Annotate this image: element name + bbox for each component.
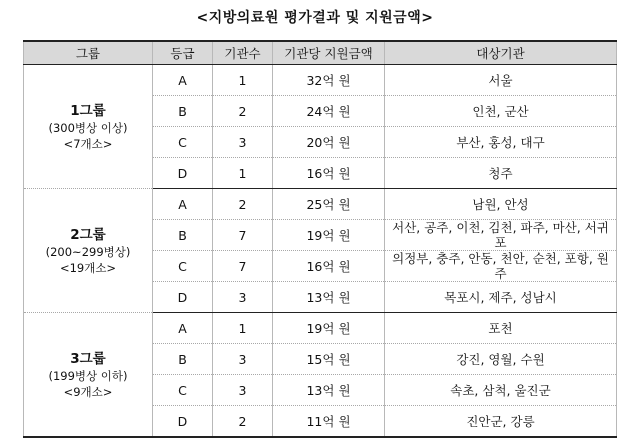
count-cell: 7 [213, 251, 273, 282]
grade-cell: D [153, 406, 213, 438]
group-criteria: (199병상 이하) [48, 368, 128, 383]
group-count: <9개소> [63, 384, 113, 399]
amount-cell: 24억 원 [273, 96, 385, 127]
header-targets: 대상기관 [385, 41, 617, 65]
grade-cell: C [153, 251, 213, 282]
header-count: 기관수 [213, 41, 273, 65]
amount-cell: 16억 원 [273, 251, 385, 282]
count-cell: 3 [213, 344, 273, 375]
count-cell: 3 [213, 375, 273, 406]
header-row [24, 41, 617, 65]
header-amount: 기관당 지원금액 [273, 41, 385, 65]
table-row [24, 313, 617, 344]
grade-cell: A [153, 65, 213, 96]
amount-cell: 19억 원 [273, 313, 385, 344]
amount-cell: 32억 원 [273, 65, 385, 96]
count-cell: 7 [213, 220, 273, 251]
targets-cell: 서산, 공주, 이천, 김천, 파주, 마산, 서귀포 [385, 220, 617, 251]
amount-cell: 16억 원 [273, 158, 385, 189]
targets-cell: 의정부, 충주, 안동, 천안, 순천, 포항, 원주 [385, 251, 617, 282]
grade-cell: B [153, 344, 213, 375]
amount-cell: 11억 원 [273, 406, 385, 438]
group-cell [24, 65, 153, 189]
grade-cell: B [153, 220, 213, 251]
group-name: 3그룹 [70, 350, 106, 367]
grade-cell: C [153, 375, 213, 406]
targets-cell: 강진, 영월, 수원 [385, 344, 617, 375]
grade-cell: B [153, 96, 213, 127]
count-cell: 3 [213, 282, 273, 313]
amount-cell: 25억 원 [273, 189, 385, 220]
grade-cell: D [153, 282, 213, 313]
count-cell: 1 [213, 65, 273, 96]
evaluation-table [23, 40, 617, 438]
targets-cell: 남원, 안성 [385, 189, 617, 220]
amount-cell: 13억 원 [273, 282, 385, 313]
targets-cell: 진안군, 강릉 [385, 406, 617, 438]
group-name: 2그룹 [70, 226, 106, 243]
count-cell: 2 [213, 406, 273, 438]
group-count: <19개소> [59, 260, 117, 275]
header-group: 그룹 [24, 41, 153, 65]
group-cell [24, 189, 153, 313]
targets-cell: 포천 [385, 313, 617, 344]
targets-cell: 서울 [385, 65, 617, 96]
grade-cell: A [153, 313, 213, 344]
targets-cell: 속초, 삼척, 울진군 [385, 375, 617, 406]
grade-cell: D [153, 158, 213, 189]
targets-cell: 부산, 홍성, 대구 [385, 127, 617, 158]
amount-cell: 15억 원 [273, 344, 385, 375]
targets-cell: 목포시, 제주, 성남시 [385, 282, 617, 313]
amount-cell: 20억 원 [273, 127, 385, 158]
targets-cell: 인천, 군산 [385, 96, 617, 127]
group-criteria: (200~299병상) [45, 244, 131, 259]
count-cell: 2 [213, 189, 273, 220]
count-cell: 3 [213, 127, 273, 158]
grade-cell: A [153, 189, 213, 220]
table-row [24, 65, 617, 96]
table-title: <지방의료원 평가결과 및 지원금액> [196, 10, 434, 26]
amount-cell: 19억 원 [273, 220, 385, 251]
amount-cell: 13억 원 [273, 375, 385, 406]
group-criteria: (300병상 이상) [48, 120, 128, 135]
count-cell: 1 [213, 158, 273, 189]
group-cell [24, 313, 153, 438]
count-cell: 1 [213, 313, 273, 344]
group-name: 1그룹 [70, 102, 106, 119]
header-grade: 등급 [153, 41, 213, 65]
grade-cell: C [153, 127, 213, 158]
count-cell: 2 [213, 96, 273, 127]
group-count: <7개소> [63, 136, 113, 151]
table-row [24, 189, 617, 220]
targets-cell: 청주 [385, 158, 617, 189]
